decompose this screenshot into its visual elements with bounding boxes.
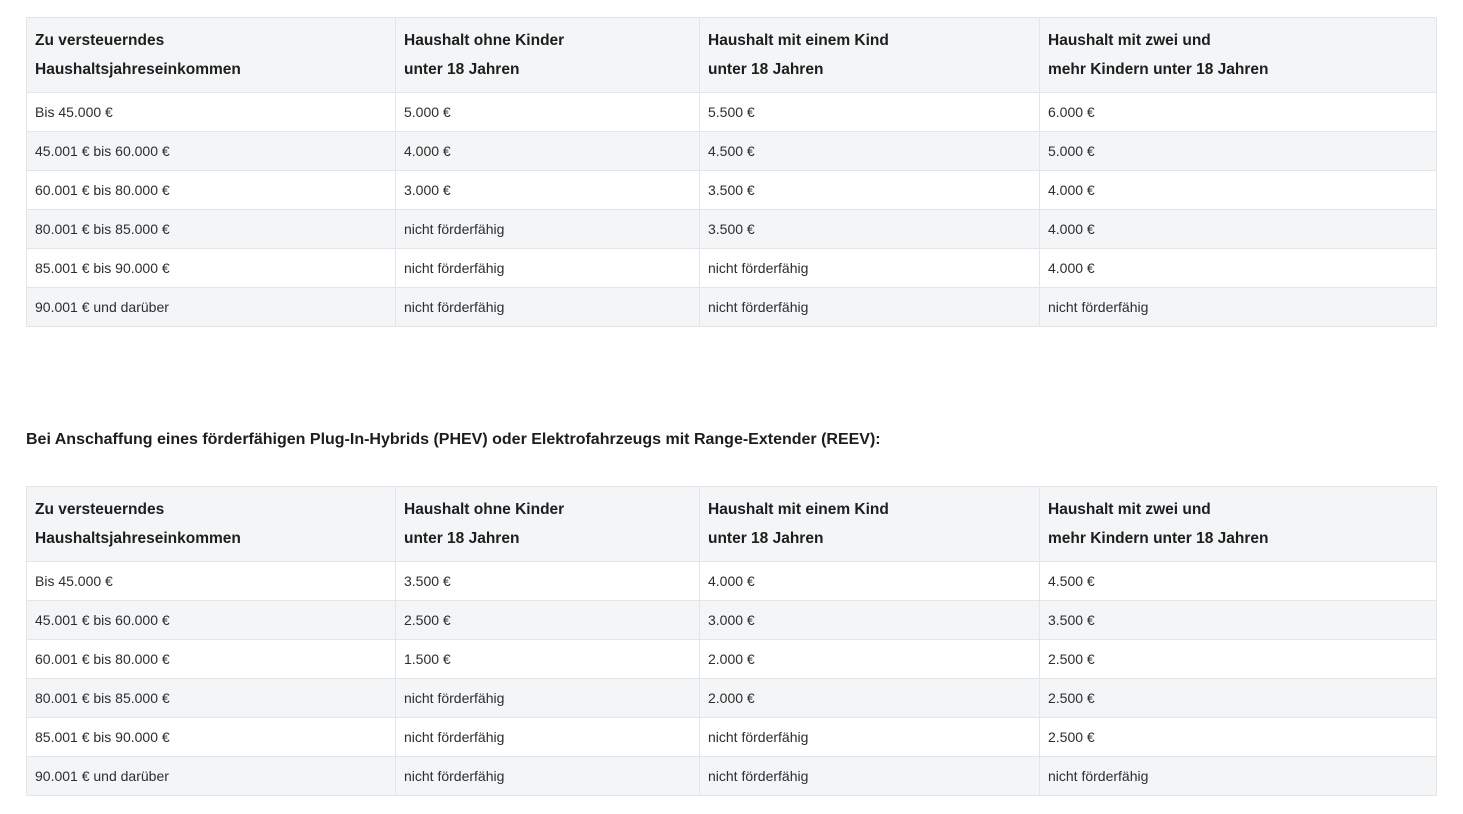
header-two-plus-children: Haushalt mit zwei und mehr Kindern unter 18 Jahren: [1040, 18, 1437, 93]
amount-cell: nicht förderfähig: [700, 288, 1040, 327]
income-cell: 60.001 € bis 80.000 €: [27, 640, 396, 679]
income-cell: 80.001 € bis 85.000 €: [27, 679, 396, 718]
amount-cell: 5.000 €: [1040, 132, 1437, 171]
table-row: [27, 93, 1437, 132]
table-row: [27, 718, 1437, 757]
income-cell: 45.001 € bis 60.000 €: [27, 601, 396, 640]
table-row: [27, 132, 1437, 171]
amount-cell: nicht förderfähig: [396, 718, 700, 757]
amount-cell: 2.500 €: [1040, 718, 1437, 757]
amount-cell: 1.500 €: [396, 640, 700, 679]
bev-subsidy-table: [26, 17, 1437, 327]
amount-cell: 4.000 €: [1040, 249, 1437, 288]
table-header-row: [27, 487, 1437, 562]
income-cell: 90.001 € und darüber: [27, 757, 396, 796]
amount-cell: 4.500 €: [700, 132, 1040, 171]
table-row: [27, 171, 1437, 210]
table-row: [27, 679, 1437, 718]
amount-cell: 2.500 €: [1040, 679, 1437, 718]
table-row: [27, 210, 1437, 249]
amount-cell: nicht förderfähig: [700, 249, 1040, 288]
table-row: [27, 601, 1437, 640]
header-one-child: Haushalt mit einem Kind unter 18 Jahren: [700, 18, 1040, 93]
amount-cell: 3.000 €: [396, 171, 700, 210]
amount-cell: 4.000 €: [1040, 171, 1437, 210]
amount-cell: 2.500 €: [1040, 640, 1437, 679]
income-cell: 85.001 € bis 90.000 €: [27, 718, 396, 757]
income-cell: Bis 45.000 €: [27, 562, 396, 601]
phev-subsidy-table: [26, 486, 1437, 796]
amount-cell: nicht förderfähig: [700, 718, 1040, 757]
amount-cell: nicht förderfähig: [396, 249, 700, 288]
amount-cell: nicht förderfähig: [396, 679, 700, 718]
income-cell: 90.001 € und darüber: [27, 288, 396, 327]
amount-cell: 4.000 €: [396, 132, 700, 171]
amount-cell: 2.500 €: [396, 601, 700, 640]
header-one-child: Haushalt mit einem Kind unter 18 Jahren: [700, 487, 1040, 562]
table-row: [27, 288, 1437, 327]
amount-cell: nicht förderfähig: [1040, 757, 1437, 796]
header-no-children: Haushalt ohne Kinder unter 18 Jahren: [396, 487, 700, 562]
amount-cell: nicht förderfähig: [1040, 288, 1437, 327]
amount-cell: 5.000 €: [396, 93, 700, 132]
amount-cell: 4.000 €: [700, 562, 1040, 601]
header-income: Zu versteuerndes Haushaltsjahreseinkommen: [27, 18, 396, 93]
income-cell: 85.001 € bis 90.000 €: [27, 249, 396, 288]
income-cell: Bis 45.000 €: [27, 93, 396, 132]
amount-cell: 3.500 €: [1040, 601, 1437, 640]
amount-cell: 2.000 €: [700, 679, 1040, 718]
header-no-children: Haushalt ohne Kinder unter 18 Jahren: [396, 18, 700, 93]
table-row: [27, 640, 1437, 679]
amount-cell: 3.500 €: [700, 210, 1040, 249]
header-income: Zu versteuerndes Haushaltsjahreseinkommen: [27, 487, 396, 562]
amount-cell: nicht förderfähig: [396, 288, 700, 327]
amount-cell: 5.500 €: [700, 93, 1040, 132]
amount-cell: 4.500 €: [1040, 562, 1437, 601]
amount-cell: nicht förderfähig: [396, 757, 700, 796]
phev-section-heading: Bei Anschaffung eines förderfähigen Plug-In-Hybrids (PHEV) oder Elektrofahrzeugs mit Range-Extender (REEV):: [26, 431, 881, 448]
table-header-row: [27, 18, 1437, 93]
amount-cell: 3.000 €: [700, 601, 1040, 640]
amount-cell: 3.500 €: [700, 171, 1040, 210]
amount-cell: 6.000 €: [1040, 93, 1437, 132]
table-row: [27, 249, 1437, 288]
amount-cell: nicht förderfähig: [700, 757, 1040, 796]
table-row: [27, 562, 1437, 601]
income-cell: 80.001 € bis 85.000 €: [27, 210, 396, 249]
amount-cell: 4.000 €: [1040, 210, 1437, 249]
amount-cell: nicht förderfähig: [396, 210, 700, 249]
income-cell: 60.001 € bis 80.000 €: [27, 171, 396, 210]
amount-cell: 3.500 €: [396, 562, 700, 601]
income-cell: 45.001 € bis 60.000 €: [27, 132, 396, 171]
header-two-plus-children: Haushalt mit zwei und mehr Kindern unter 18 Jahren: [1040, 487, 1437, 562]
amount-cell: 2.000 €: [700, 640, 1040, 679]
table-row: [27, 757, 1437, 796]
